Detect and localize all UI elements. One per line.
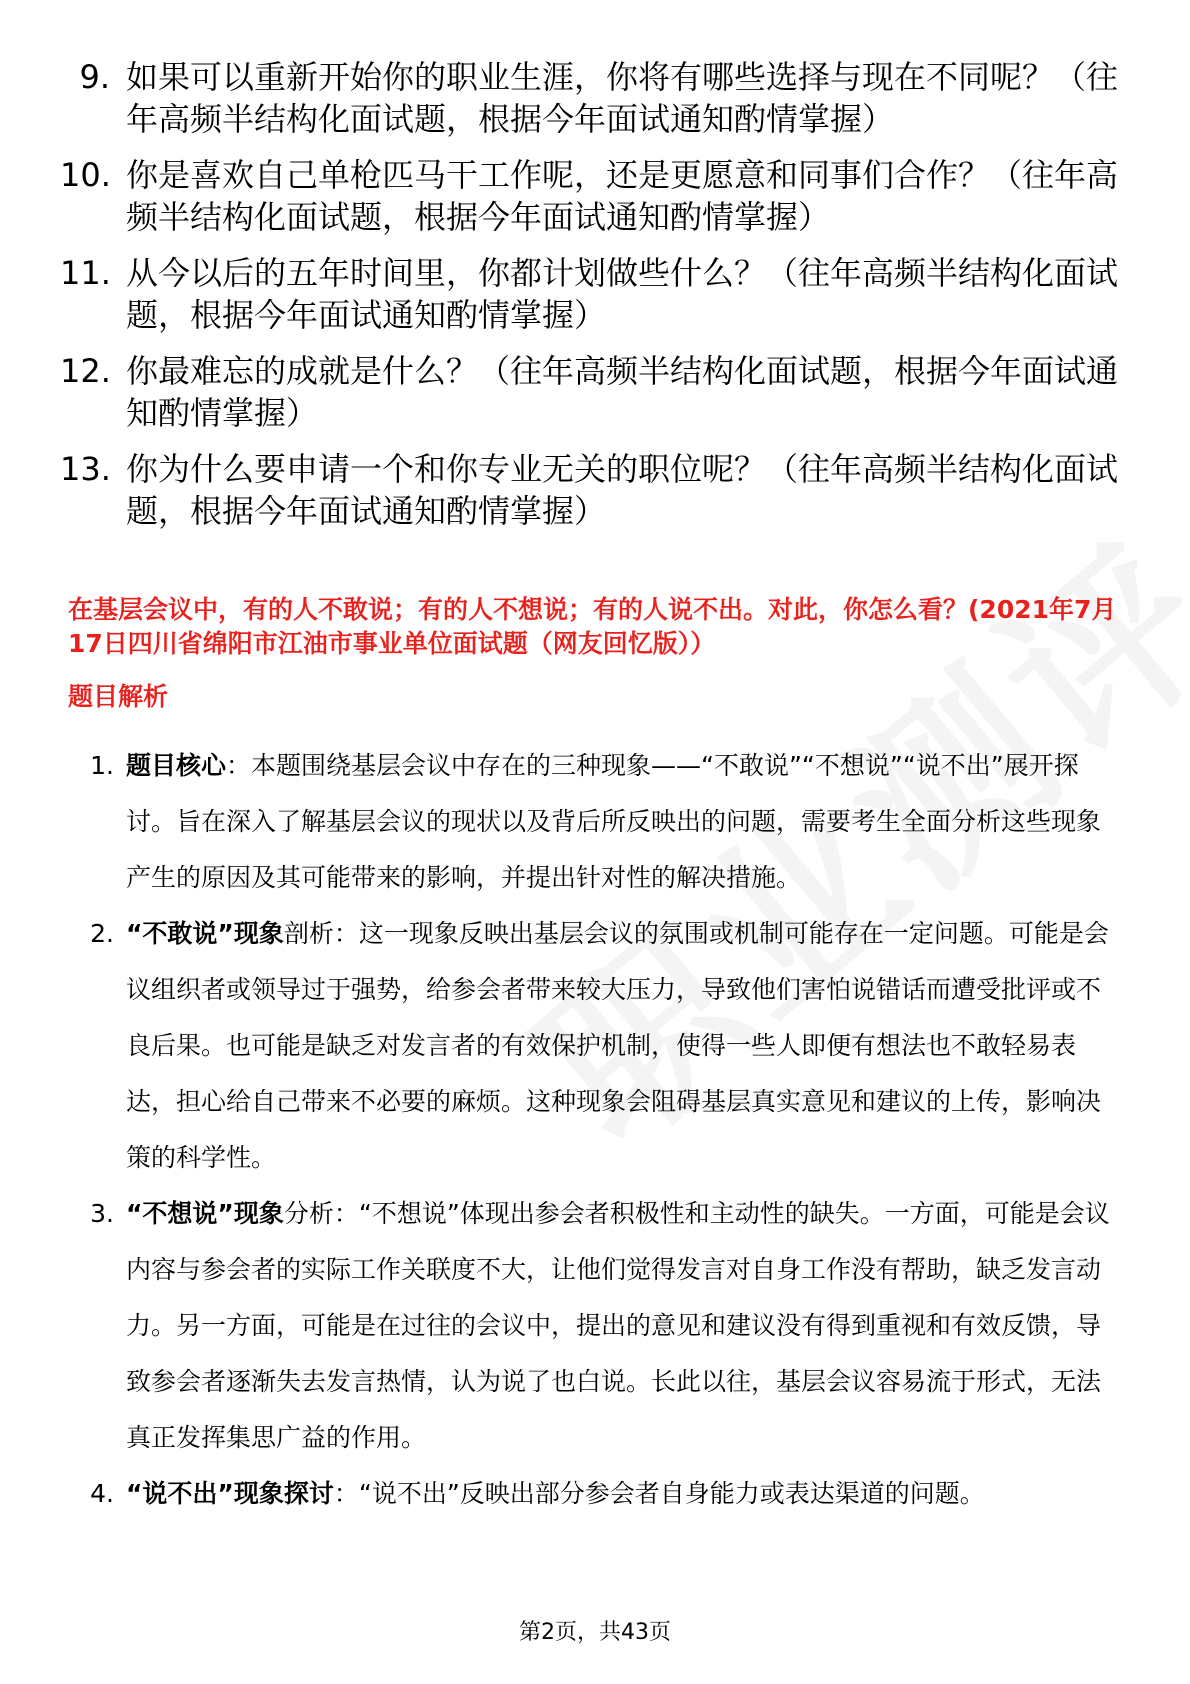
analysis-item-bold: “说不出”现象探讨 xyxy=(126,1479,334,1508)
list-item xyxy=(60,154,1130,238)
list-item-number: 11. xyxy=(60,254,111,292)
list-item-number: 13. xyxy=(60,450,111,488)
list-item xyxy=(60,448,1130,532)
list-item xyxy=(60,350,1130,434)
list-item-text: 从今以后的五年时间里，你都计划做些什么？（往年高频半结构化面试题，根据今年面试通知酌情掌握） xyxy=(126,254,1119,334)
list-item-number: 9. xyxy=(79,58,110,96)
analysis-item-number: 3. xyxy=(90,1199,114,1228)
list-item-text: 你是喜欢自己单枪匹马干工作呢，还是更愿意和同事们合作？（往年高频半结构化面试题，根据今年面试通知酌情掌握） xyxy=(126,156,1119,236)
analysis-item-text: ：“说不出”反映出部分参会者自身能力或表达渠道的问题。 xyxy=(333,1479,985,1508)
list-item xyxy=(60,56,1130,140)
analysis-item xyxy=(82,1186,1122,1466)
analysis-item-text: 分析：“不想说”体现出参会者积极性和主动性的缺失。一方面，可能是会议内容与参会者的实际工作关联度不大，让他们觉得发言对自身工作没有帮助，缺乏发言动力。另一方面，可能是在过往的会议中，提出的意见和建议没有得到重视和有效反馈，导致参会者逐渐失去发言热情，认为说了也白说。长此以往，基层会议容易流于形式，无法真正发挥集思广益的作用。 xyxy=(126,1199,1110,1452)
list-item-number: 10. xyxy=(60,156,111,194)
list-item-text: 你最难忘的成就是什么？（往年高频半结构化面试题，根据今年面试通知酌情掌握） xyxy=(126,352,1119,432)
highlight-question: 在基层会议中，有的人不敢说；有的人不想说；有的人说不出。对此，你怎么看？(2021年7月17日四川省绵阳市江油市事业单位面试题（网友回忆版）） xyxy=(68,595,1117,658)
list-item-text: 如果可以重新开始你的职业生涯，你将有哪些选择与现在不同呢？（往年高频半结构化面试题，根据今年面试通知酌情掌握） xyxy=(126,58,1119,138)
list-item-text: 你为什么要申请一个和你专业无关的职位呢？（往年高频半结构化面试题，根据今年面试通知酌情掌握） xyxy=(126,450,1119,530)
analysis-item-bold: “不敢说”现象 xyxy=(126,919,284,948)
analysis-item-bold: 题目核心 xyxy=(126,751,227,780)
analysis-item-number: 2. xyxy=(90,919,114,948)
list-item xyxy=(60,252,1130,336)
analysis-item xyxy=(82,738,1122,906)
analysis-heading: 题目解析 xyxy=(68,682,169,711)
analysis-item xyxy=(82,906,1122,1186)
question-list xyxy=(60,56,1130,546)
analysis-list xyxy=(82,738,1122,1522)
page-footer: 第2页，共43页 xyxy=(519,1620,671,1645)
analysis-item-text: ：本题围绕基层会议中存在的三种现象——“不敢说”“不想说”“说不出”展开探讨。旨在深入了解基层会议的现状以及背后所反映出的问题，需要考生全面分析这些现象产生的原因及其可能带来的影响，并提出针对性的解决措施。 xyxy=(126,751,1102,892)
analysis-item-number: 1. xyxy=(90,751,114,780)
analysis-item xyxy=(82,1466,1122,1522)
analysis-item-text: 剖析：这一现象反映出基层会议的氛围或机制可能存在一定问题。可能是会议组织者或领导过于强势，给参会者带来较大压力，导致他们害怕说错话而遭受批评或不良后果。也可能是缺乏对发言者的有效保护机制，使得一些人即便有想法也不敢轻易表达，担心给自己带来不必要的麻烦。这种现象会阻碍基层真实意见和建议的上传，影响决策的科学性。 xyxy=(126,919,1109,1172)
analysis-item-number: 4. xyxy=(90,1479,114,1508)
analysis-item-bold: “不想说”现象 xyxy=(126,1199,284,1228)
list-item-number: 12. xyxy=(60,352,111,390)
